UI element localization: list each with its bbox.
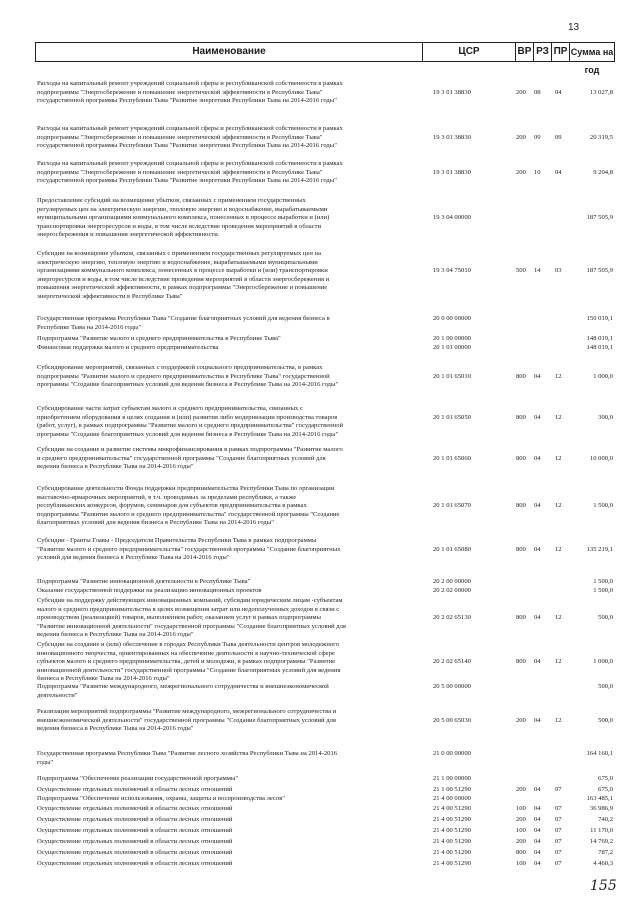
row-sum: 1 500,0 bbox=[593, 587, 613, 594]
row-pr: 12 bbox=[555, 372, 562, 380]
row-vr: 800 bbox=[516, 454, 526, 462]
row-csr: 21 1 00 51290 bbox=[433, 786, 471, 793]
row-name: Финансовая поддержка малого и среднего предпринимательства bbox=[37, 344, 219, 351]
row-csr: 20 2 00 00000 bbox=[433, 578, 471, 585]
row-name: Осуществление отдельных полномочий в области лесных отношений bbox=[37, 860, 233, 867]
row-csr: 20 5 00 00000 bbox=[433, 683, 471, 690]
row-sum: 1 500,0 bbox=[593, 502, 613, 509]
row-pr: 07 bbox=[555, 816, 562, 823]
row-name: Субсидии - Гранты Главы - Председателя Правительства Республики Тыва в рамках подпрограммы "Развитие малого и среднего предпринимательства" государственной программы "Создание благоприятных условий для ведения бизнеса в Республике Тыва на 2014-2016 годы" bbox=[37, 537, 341, 561]
row-pr: 12 bbox=[555, 658, 562, 665]
row-sum: 4 460,3 bbox=[593, 860, 613, 867]
row-rz: 04 bbox=[534, 786, 541, 793]
row-csr: 19 3 01 38830 bbox=[433, 168, 471, 176]
row-pr: 12 bbox=[555, 413, 562, 421]
row-vr: 800 bbox=[516, 372, 526, 380]
row-sum: 11 170,0 bbox=[590, 827, 613, 834]
row-sum: 164 160,1 bbox=[586, 750, 613, 757]
row-vr: 100 bbox=[516, 860, 526, 867]
row-name: Субсидирование части затрат субъектам малого и среднего предпринимательства, связанных с приобретением оборудования в целях создания и (или) развития либо модернизации производства товаров (работ, услуг), в рамках подпрограммы "Развитие малого и среднего предпринимательства" государственной программы "Создание благоприятных условий для ведения бизнеса в Республике Тыва на 2014-2016 годы" bbox=[37, 405, 344, 438]
row-name: Подпрограмма "Развитие малого и среднего предпринимательства в Республике Тыва" bbox=[37, 335, 281, 342]
handwritten-page-mark: 155 bbox=[590, 878, 617, 894]
header-name: Наименование bbox=[36, 43, 423, 61]
row-sum: 36 986,9 bbox=[589, 805, 613, 812]
row-csr: 19 3 01 38830 bbox=[433, 88, 471, 96]
table-header bbox=[35, 42, 615, 75]
row-csr: 21 0 00 00000 bbox=[433, 750, 471, 757]
row-rz: 04 bbox=[534, 372, 541, 380]
header-csr: ЦСР bbox=[423, 43, 516, 61]
row-pr: 07 bbox=[555, 786, 562, 793]
row-vr: 200 bbox=[516, 88, 526, 96]
row-sum: 675,0 bbox=[598, 775, 613, 782]
row-sum: 20 319,5 bbox=[589, 133, 613, 141]
row-name: Субсидии на создание и (или) обеспечение в городах Республики Тыва деятельности центров молодежного инновационного творчества, ориентированных на обеспечение деятельности в научно-технической сфере субъектов малого и среднего предпринимательства, детей и молодежи, в рамках подпрограммы "Развитие инновационной деятельности" государственной программы "Создание благоприятных условий для ведения бизнеса в Республике Тыва на 2014-2016 годы" bbox=[37, 641, 341, 682]
row-sum: 500,0 bbox=[598, 683, 613, 690]
row-csr: 20 1 01 65060 bbox=[433, 454, 471, 462]
row-sum: 13 027,8 bbox=[589, 88, 613, 96]
row-vr: 200 bbox=[516, 716, 526, 724]
row-pr: 03 bbox=[555, 267, 562, 274]
row-name: Осуществление отдельных полномочий в области лесных отношений bbox=[37, 849, 233, 856]
row-rz: 04 bbox=[534, 860, 541, 867]
row-csr: 21 4 00 00000 bbox=[433, 795, 471, 802]
row-vr: 800 bbox=[516, 545, 526, 553]
row-sum: 9 204,8 bbox=[593, 168, 613, 176]
header-vr: ВР bbox=[516, 43, 534, 61]
row-csr: 19 3 04 75010 bbox=[433, 267, 471, 274]
row-sum: 740,2 bbox=[598, 816, 613, 823]
row-sum: 135 219,1 bbox=[586, 545, 613, 553]
row-pr: 12 bbox=[555, 614, 562, 621]
row-name: Реализация мероприятий подпрограммы "Развитие международного, межрегионального сотрудничества и внешнеэкономической деятельности" государственной программы "Создание благоприятных условий для ведения бизнеса в Республике Тыва на 2014-2016 годы" bbox=[37, 708, 337, 732]
row-vr: 100 bbox=[516, 827, 526, 834]
row-vr: 800 bbox=[516, 614, 526, 621]
row-sum: 163 485,1 bbox=[586, 795, 613, 802]
row-vr: 800 bbox=[516, 658, 526, 665]
row-sum: 500,0 bbox=[598, 614, 613, 621]
row-rz: 10 bbox=[534, 168, 541, 176]
row-name: Субсидии на возмещение убытков, связанных с применением государственных регулируемых цен на электрическую энергию, тепловую энергию и водоснабжение, вырабатываемыми муниципальными организациями коммунального комплекса, понесенных в процессе выработки и (или) транспортировки энергоресурсов и воды, в том числе вследствие проведения мероприятий в области энергосбережения и повышения энергетической эффективности, в рамках подпрограммы "Энергосбережение и повышение энергетической эффективности в Республике Тыва" bbox=[37, 250, 330, 300]
row-name: Подпрограмма "Обеспечение реализации государственной программы" bbox=[37, 775, 239, 782]
row-name: Расходы на капитальный ремонт учреждений социальной сферы и республиканской собственности в рамках подпрограммы "Энергосбережение и повышение энергетической эффективности в Республике Тыва" государственной программы Республики Тыва "Развитие энергетики Республики Тыва на 2014-2016 годы" bbox=[37, 80, 343, 104]
row-name: Расходы на капитальный ремонт учреждений социальной сферы и республиканской собственности в рамках подпрограммы "Энергосбережение и повышение энергетической эффективности в Республике Тыва" государственной программы Республики Тыва "Развитие энергетики Республики Тыва на 2014-2016 годы" bbox=[37, 160, 343, 184]
row-rz: 04 bbox=[534, 805, 541, 812]
row-pr: 12 bbox=[555, 502, 562, 509]
row-rz: 14 bbox=[534, 267, 541, 274]
row-pr: 12 bbox=[555, 716, 562, 724]
row-csr: 21 4 00 51290 bbox=[433, 805, 471, 812]
row-sum: 187 505,9 bbox=[586, 267, 613, 274]
row-csr: 20 1 01 65070 bbox=[433, 502, 471, 509]
row-csr: 20 1 01 65010 bbox=[433, 372, 471, 380]
row-sum: 150 019,1 bbox=[586, 315, 613, 322]
row-sum: 187 505,9 bbox=[586, 214, 613, 221]
row-rz: 04 bbox=[534, 413, 541, 421]
page-number: 13 bbox=[568, 22, 580, 33]
row-name: Осуществление отдельных полномочий в области лесных отношений bbox=[37, 827, 233, 834]
row-sum: 675,0 bbox=[598, 786, 613, 793]
row-name: Осуществление отдельных полномочий в области лесных отношений bbox=[37, 786, 233, 793]
row-rz: 04 bbox=[534, 849, 541, 856]
row-csr: 21 4 00 51290 bbox=[433, 849, 471, 856]
row-rz: 04 bbox=[534, 816, 541, 823]
row-name: Субсидии на поддержку действующих инновационных компаний, субсидии юридическим лицам -субъектам малого и среднего предпринимательства в целях возмещения затрат или недополученных доходов в связи с производством (реализацией) товаров, выполнением работ, оказанием услуг в рамках подпрограммы "Развитие инновационной деятельности" государственной программы "Создание благоприятных условий для ведения бизнеса в Республике Тыва на 2014-2016 годы" bbox=[37, 597, 346, 638]
row-rz: 04 bbox=[534, 827, 541, 834]
row-rz: 04 bbox=[534, 502, 541, 509]
row-rz: 04 bbox=[534, 545, 541, 553]
row-vr: 800 bbox=[516, 502, 526, 509]
row-csr: 20 0 00 00000 bbox=[433, 315, 471, 322]
row-csr: 21 4 00 51290 bbox=[433, 860, 471, 867]
row-rz: 04 bbox=[534, 454, 541, 462]
row-csr: 20 1 01 00000 bbox=[433, 344, 471, 351]
row-vr: 200 bbox=[516, 786, 526, 793]
row-pr: 12 bbox=[555, 454, 562, 462]
row-pr: 07 bbox=[555, 849, 562, 856]
header-sum: Сумма на год bbox=[570, 47, 614, 75]
row-csr: 20 1 01 65050 bbox=[433, 413, 471, 421]
row-sum: 500,0 bbox=[598, 716, 613, 724]
row-pr: 07 bbox=[555, 805, 562, 812]
row-csr: 21 1 00 00000 bbox=[433, 775, 471, 782]
row-rz: 04 bbox=[534, 658, 541, 665]
row-name: Субсидирование мероприятий, связанных с поддержкой социального предпринимательства, в рамках подпрограммы "Развитие малого и среднего предпринимательства в Республике Тыва" государственной программы "Создание благоприятных условий для ведения бизнеса в Республике Тыва на 2014-2016 годы" bbox=[37, 364, 339, 388]
row-name: Подпрограмма "Развитие международного, межрегионального сотрудничества и внешнеэкономической деятельности" bbox=[37, 683, 329, 699]
row-sum: 300,0 bbox=[598, 413, 613, 421]
row-rz: 04 bbox=[534, 716, 541, 724]
row-csr: 20 2 02 65140 bbox=[433, 658, 471, 665]
row-name: Осуществление отдельных полномочий в области лесных отношений bbox=[37, 838, 233, 845]
row-sum: 10 000,0 bbox=[589, 454, 613, 462]
row-vr: 200 bbox=[516, 133, 526, 141]
row-sum: 1 000,0 bbox=[593, 658, 613, 665]
row-sum: 148 019,1 bbox=[586, 335, 613, 342]
row-csr: 20 2 02 00000 bbox=[433, 587, 471, 594]
row-pr: 04 bbox=[555, 88, 562, 96]
row-csr: 21 4 00 51290 bbox=[433, 816, 471, 823]
row-rz: 09 bbox=[534, 133, 541, 141]
row-vr: 100 bbox=[516, 805, 526, 812]
row-sum: 1 500,0 bbox=[593, 578, 613, 585]
row-pr: 04 bbox=[555, 168, 562, 176]
row-name: Государственная программа Республики Тыва "Развитие лесного хозяйства Республики Тыва на 2014-2016 годы" bbox=[37, 750, 338, 766]
row-vr: 800 bbox=[516, 413, 526, 421]
row-pr: 07 bbox=[555, 827, 562, 834]
row-name: Осуществление отдельных полномочий в области лесных отношений bbox=[37, 805, 233, 812]
row-sum: 1 000,0 bbox=[593, 372, 613, 380]
row-csr: 19 3 01 38830 bbox=[433, 133, 471, 141]
row-csr: 19 3 04 00000 bbox=[433, 214, 471, 221]
row-pr: 09 bbox=[555, 133, 562, 141]
row-rz: 08 bbox=[534, 88, 541, 96]
row-vr: 200 bbox=[516, 168, 526, 176]
row-csr: 21 4 00 51290 bbox=[433, 838, 471, 845]
row-vr: 200 bbox=[516, 838, 526, 845]
row-csr: 21 4 00 51290 bbox=[433, 827, 471, 834]
header-rz: РЗ bbox=[534, 43, 552, 61]
row-csr: 20 5 00 65030 bbox=[433, 716, 471, 724]
row-rz: 04 bbox=[534, 838, 541, 845]
row-name: Подпрограмма "Обеспечение использования, охраны, защиты и воспроизводства лесов" bbox=[37, 795, 285, 802]
row-pr: 07 bbox=[555, 860, 562, 867]
row-vr: 500 bbox=[516, 267, 526, 274]
row-name: Субсидирование деятельности Фонда поддержки предпринимательства Республики Тыва по организации выставочно-ярмарочных мероприятий, в т.ч. проводимых за пределами республики, а также республиканских конкурсов, форумов, семинаров для субъектов предпринимательства в рамках подпрограммы "Развитие малого и среднего предпринимательства" государственной программы "Создание благоприятных условий для ведения бизнеса в Республике Тыва на 2014-2016 годы" bbox=[37, 485, 340, 526]
row-vr: 200 bbox=[516, 816, 526, 823]
row-name: Субсидии на создание и развитие системы микрофинансирования в рамках подпрограммы "Развитие малого и среднего предпринимательства" государственной программы "Создание благоприятных условий для ведения бизнеса в Республике Тыва на 2014-2016 годы" bbox=[37, 446, 343, 470]
row-csr: 20 1 01 65080 bbox=[433, 545, 471, 553]
row-pr: 12 bbox=[555, 545, 562, 553]
row-csr: 20 2 02 65130 bbox=[433, 614, 471, 621]
row-name: Государственная программа Республики Тыва "Создание благоприятных условий для ведения бизнеса в Республике Тыва на 2014-2016 годы" bbox=[37, 315, 330, 331]
row-sum: 14 769,2 bbox=[589, 838, 613, 845]
header-pr: ПР bbox=[552, 43, 570, 61]
row-sum: 148 019,1 bbox=[586, 344, 613, 351]
row-pr: 07 bbox=[555, 838, 562, 845]
row-sum: 787,2 bbox=[598, 849, 613, 856]
row-vr: 800 bbox=[516, 849, 526, 856]
row-name: Предоставление субсидий на возмещение убытков, связанных с применением государственных регулируемых цен на электрическую энергию, тепловую энергию и водоснабжение, вырабатываемыми муниципальными организациями коммунального комплекса, понесенных в процессе выработки и (или) транспортировки энергоресурсов и воды, в том числе вследствие проведения мероприятий в области энергосбережения и повышения энергетической эффективности. bbox=[37, 197, 330, 238]
row-name: Оказание государственной поддержки на реализацию инновационных проектов bbox=[37, 587, 262, 594]
row-name: Осуществление отдельных полномочий в области лесных отношений bbox=[37, 816, 233, 823]
row-name: Расходы на капитальный ремонт учреждений социальной сферы и республиканской собственности в рамках подпрограммы "Энергосбережение и повышение энергетической эффективности в Республике Тыва" государственной программы Республики Тыва "Развитие энергетики Республики Тыва на 2014-2016 годы" bbox=[37, 125, 343, 149]
row-rz: 04 bbox=[534, 614, 541, 621]
row-name: Подпрограмма "Развитие инновационной деятельности в Республике Тыва" bbox=[37, 578, 251, 585]
row-csr: 20 1 00 00000 bbox=[433, 335, 471, 342]
